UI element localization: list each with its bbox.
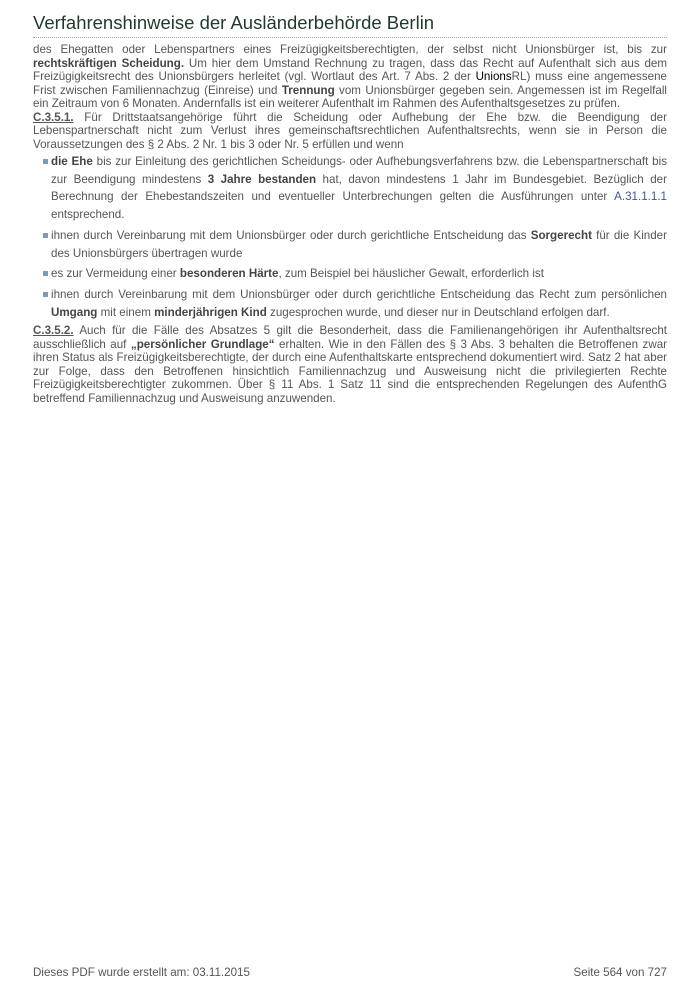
list-item: [43, 265, 667, 283]
footer-page-number: Seite 564 von 727: [573, 966, 667, 979]
bullet-2-text-1: ihnen durch Vereinbarung mit dem Unionsbürger oder durch gerichtliche Entscheidung das: [51, 228, 531, 242]
bullet-4-text-2: mit einem: [97, 305, 155, 319]
section-c351-id: C.3.5.1.: [33, 110, 74, 124]
bullet-1-text-3: entsprechend.: [51, 208, 125, 222]
intro-text-1: des Ehegatten oder Lebenspartners eines Freizügigkeitsberechtigten, der selbst nicht Unionsbürger ist, bis zur: [33, 43, 667, 56]
bullet-1-bold-1: die Ehe: [51, 155, 93, 168]
intro-bold-scheidung: rechtskräftigen Scheidung.: [33, 56, 185, 70]
bullet-2-bold-1: Sorgerecht: [530, 228, 592, 242]
reference-link-a311111[interactable]: A.31.1.1.1: [614, 190, 667, 204]
section-c351-text: Für Drittstaatsangehörige führt die Scheidung oder Aufhebung der Ehe bzw. die Beendigung der Lebenspartnerschaft nicht zum Verlust ihres gemeinschaftsrechtlichen Aufenthaltsrechts, wenn sie in Person die Voraussetzungen des § 2 Abs. 2 Nr. 1 bis 3 oder Nr. 5 erfüllen und wenn: [33, 110, 667, 151]
page-header: [33, 12, 667, 38]
document-body: [33, 43, 667, 405]
intro-text-3: RL) muss eine angemessene Frist zwischen Familiennachzug (Einreise) und: [33, 70, 667, 97]
section-c352-id: C.3.5.2.: [33, 324, 74, 338]
list-item: [43, 227, 667, 262]
bullet-3-bold-1: besonderen Härte: [179, 267, 279, 281]
bullet-4-text-3: zugesprochen wurde, und dieser nur in Deutschland erfolgen darf.: [266, 305, 610, 319]
list-item: [43, 286, 667, 321]
bullet-3-text-2: , zum Beispiel bei häuslicher Gewalt, erforderlich ist: [278, 267, 544, 281]
bullet-1-bold-2: 3 Jahre bestanden: [207, 172, 317, 186]
unions-navigation-term[interactable]: Unions: [475, 70, 512, 83]
header-divider: [33, 37, 667, 38]
section-c352-bold-1: „persönlicher Grundlage“: [130, 337, 275, 351]
bullet-1-text-1: bis zur Einleitung des gerichtlichen Scheidungs- oder Aufhebungsverfahrens bzw. die Lebenspartnerschaft bis zur Beendigung mindestens: [51, 155, 667, 186]
section-c352-text-2: erhalten. Wie in den Fällen des § 3 Abs. 3 behalten die Betroffenen zwar ihren Status als Freizügigkeitsberechtigte, der durch eine Aufenthaltskarte entsprechend dokumentiert wird. Satz 2 hat aber zur Folge, dass den Betroffenen hinsichtlich Familiennachzug und Ausweisung nicht die privilegierten Rechte Freizügigkeitsberechtigter zukommen. Über § 11 Abs. 1 Satz 11 sind die entsprechenden Regelungen des AufenthG betreffend Familiennachzug und Ausweisung anzuwenden.: [33, 337, 668, 405]
bullet-3-text-1: es zur Vermeidung einer: [51, 267, 180, 281]
intro-text-2: Um hier dem Umstand Rechnung zu tragen, dass das Recht auf Aufenthalt sich aus dem Freizügigkeitsrecht des Unionsbürgers herleitet (vgl. Wortlaut des Art. 7 Abs. 2 der: [33, 56, 668, 83]
section-c352: [33, 324, 667, 405]
bullet-4-bold-1: Umgang: [51, 305, 98, 319]
intro-bold-trennung: Trennung: [281, 83, 335, 97]
bullet-4-text-1: ihnen durch Vereinbarung mit dem Unionsbürger oder durch gerichtliche Entscheidung das Recht zum persönlichen: [51, 287, 667, 301]
bullet-4-bold-2: minderjährigen Kind: [154, 305, 267, 319]
intro-paragraph: [33, 43, 667, 111]
bullet-2-text-2: für die Kinder des Unionsbürgers übertragen wurde: [51, 228, 667, 260]
intro-text-4: vom Unionsbürger gegeben sein. Angemessen ist im Regelfall ein Zeitraum von 6 Monaten. Andernfalls ist ein weiterer Aufenthalt im Rahmen des Aufenthaltsgesetzes zu prüfen.: [33, 83, 667, 110]
bullet-1-text-2: hat, davon mindestens 1 Jahr im Bundesgebiet. Bezüglich der Berechnung der Ehebestandszeiten und eventueller Unterbrechungen gelten die Ausführungen unter: [51, 172, 667, 204]
section-c351: [33, 111, 667, 152]
condition-list: [33, 153, 667, 321]
footer-created-date: Dieses PDF wurde erstellt am: 03.11.2015: [33, 966, 250, 979]
page-title: Verfahrenshinweise der Ausländerbehörde Berlin: [33, 12, 435, 33]
section-c352-text-1: Auch für die Fälle des Absatzes 5 gilt die Besonderheit, dass die Familienangehörigen ihr Aufenthaltsrecht ausschließlich auf: [33, 324, 667, 351]
list-item: [43, 153, 667, 224]
